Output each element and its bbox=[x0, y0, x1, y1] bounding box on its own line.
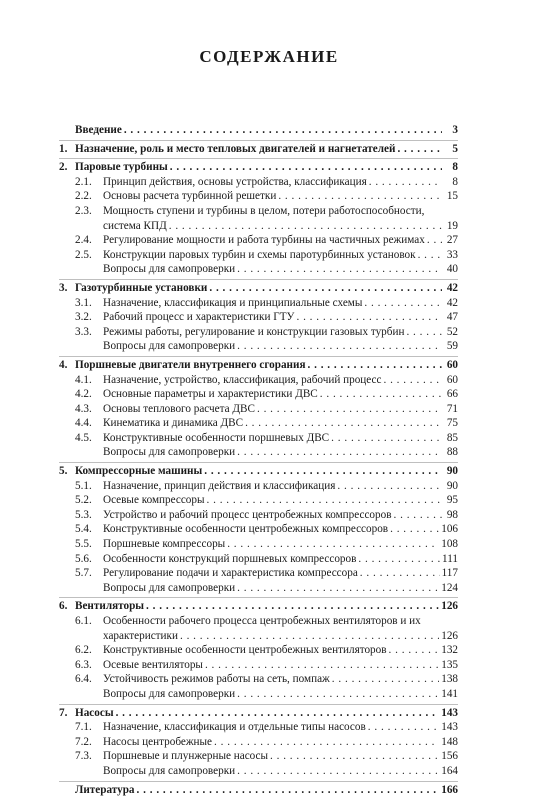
toc-entry-number: 3.1. bbox=[75, 296, 92, 309]
dot-leader bbox=[390, 522, 439, 537]
dot-leader bbox=[296, 310, 442, 325]
toc-subsection-entry bbox=[59, 522, 458, 537]
toc-entry-title: Вопросы для самопроверки bbox=[103, 581, 236, 594]
table-of-contents bbox=[59, 122, 458, 799]
toc-entry-title: Назначение, устройство, классификация, рабочий процесс bbox=[103, 373, 382, 386]
toc-entry-title: Регулирование подачи и характеристика компрессора bbox=[103, 567, 358, 580]
toc-page-number: 15 bbox=[446, 190, 458, 203]
toc-page-number: 124 bbox=[441, 581, 458, 594]
dot-leader bbox=[237, 262, 442, 277]
dot-leader bbox=[204, 464, 442, 479]
toc-subsection-entry bbox=[59, 537, 458, 552]
toc-chapter-entry bbox=[59, 123, 458, 138]
dot-leader bbox=[237, 687, 439, 702]
toc-page-number: 141 bbox=[441, 687, 458, 700]
toc-page-number: 8 bbox=[452, 161, 458, 174]
toc-entry-title: Особенности рабочего процесса центробежных вентиляторов и их bbox=[103, 615, 421, 627]
dot-leader bbox=[364, 296, 442, 311]
toc-entry-number: 7.2. bbox=[75, 735, 92, 748]
toc-entry-number: 2.2. bbox=[75, 190, 92, 203]
toc-entry-title: Назначение, классификация и отдельные типы насосов bbox=[103, 721, 366, 734]
toc-page-number: 132 bbox=[441, 644, 458, 657]
toc-page-number: 156 bbox=[441, 750, 458, 763]
toc-subsection-entry bbox=[59, 581, 458, 596]
toc-page-number: 75 bbox=[446, 417, 458, 430]
toc-entry-number: 6.3. bbox=[75, 658, 92, 671]
toc-entry-title: Регулирование мощности и работа турбины на частичных режимах bbox=[103, 234, 425, 247]
toc-page-number: 90 bbox=[446, 479, 458, 492]
toc-entry-number: 7.1. bbox=[75, 721, 92, 734]
toc-section bbox=[59, 705, 458, 782]
toc-subsection-entry bbox=[59, 431, 458, 446]
toc-entry-number: 6.4. bbox=[75, 673, 92, 686]
toc-entry-title: характеристики bbox=[103, 629, 178, 642]
toc-page-number: 3 bbox=[452, 124, 458, 136]
toc-entry-title: Литература bbox=[75, 783, 135, 796]
toc-chapter-entry bbox=[59, 160, 458, 175]
dot-leader bbox=[389, 643, 440, 658]
dot-leader bbox=[320, 387, 442, 402]
toc-entry-title: Вопросы для самопроверки bbox=[103, 340, 236, 353]
toc-page-number: 60 bbox=[446, 358, 458, 371]
toc-page-number: 71 bbox=[446, 402, 458, 415]
toc-entry-number: 7. bbox=[59, 706, 68, 719]
toc-subsection-entry bbox=[59, 445, 458, 460]
toc-entry-title: Насосы центробежные bbox=[103, 735, 213, 748]
toc-subsection-entry bbox=[59, 508, 458, 523]
toc-page-number: 5 bbox=[452, 142, 458, 155]
toc-page-number: 60 bbox=[446, 373, 458, 386]
toc-subsection-entry bbox=[59, 749, 458, 764]
toc-chapter-entry bbox=[59, 783, 458, 798]
toc-page-number: 8 bbox=[452, 175, 458, 188]
toc-entry-number: 4. bbox=[59, 358, 68, 371]
toc-entry-title: Осевые компрессоры bbox=[103, 494, 205, 507]
toc-entry-number: 6.1. bbox=[75, 615, 92, 627]
toc-entry-number: 6.2. bbox=[75, 644, 92, 657]
dot-leader bbox=[368, 720, 439, 735]
toc-page-number: 164 bbox=[441, 764, 458, 777]
toc-section bbox=[59, 598, 458, 704]
dot-leader bbox=[394, 508, 443, 523]
toc-entry-title: Газотурбинные установки bbox=[75, 281, 208, 294]
toc-subsection-entry bbox=[59, 373, 458, 388]
dot-leader bbox=[237, 581, 439, 596]
toc-entry-title: Конструктивные особенности центробежных компрессоров bbox=[103, 523, 389, 536]
toc-page-number: 88 bbox=[446, 446, 458, 459]
dot-leader bbox=[137, 783, 440, 798]
toc-entry-title: Вопросы для самопроверки bbox=[103, 446, 236, 459]
toc-entry-title: система КПД bbox=[103, 219, 167, 232]
toc-entry-title: Устройство и рабочий процесс центробежных компрессоров bbox=[103, 508, 392, 521]
toc-subsection-entry bbox=[59, 552, 458, 567]
toc-entry-number: 2.1. bbox=[75, 175, 92, 188]
toc-subsection-entry bbox=[59, 493, 458, 508]
toc-subsection-entry bbox=[59, 204, 458, 219]
toc-entry-number: 2.4. bbox=[75, 234, 92, 247]
toc-page-number: 106 bbox=[441, 523, 458, 536]
toc-subsection-entry bbox=[59, 325, 458, 340]
toc-section bbox=[59, 141, 458, 160]
toc-subsection-entry bbox=[59, 764, 458, 779]
toc-chapter-entry bbox=[59, 599, 458, 614]
toc-chapter-entry bbox=[59, 358, 458, 373]
toc-entry-title: Конструкции паровых турбин и схемы паротурбинных установок bbox=[103, 248, 416, 261]
toc-page-number: 143 bbox=[441, 706, 458, 719]
toc-entry-title: Кинематика и динамика ДВС bbox=[103, 417, 244, 430]
toc-subsection-entry bbox=[59, 233, 458, 248]
toc-page-number: 108 bbox=[441, 538, 458, 551]
dot-leader bbox=[214, 735, 439, 750]
toc-entry-number: 5.5. bbox=[75, 538, 92, 551]
toc-entry-title: Вопросы для самопроверки bbox=[103, 764, 236, 777]
toc-entry-title: Вопросы для самопроверки bbox=[103, 263, 236, 276]
toc-subsection-entry bbox=[59, 479, 458, 494]
toc-entry-number: 5.2. bbox=[75, 494, 92, 507]
toc-entry-number: 4.1. bbox=[75, 373, 92, 386]
dot-leader bbox=[237, 445, 442, 460]
toc-entry-title: Вентиляторы bbox=[75, 600, 145, 613]
toc-entry-number: 4.3. bbox=[75, 402, 92, 415]
dot-leader bbox=[169, 219, 442, 234]
toc-page-number: 135 bbox=[441, 658, 458, 671]
toc-entry-title: Основы теплового расчета ДВС bbox=[103, 402, 255, 415]
toc-subsection-entry bbox=[59, 296, 458, 311]
dot-leader bbox=[337, 479, 442, 494]
dot-leader bbox=[237, 339, 442, 354]
dot-leader bbox=[406, 325, 442, 340]
toc-subsection-entry bbox=[59, 310, 458, 325]
dot-leader bbox=[397, 142, 442, 157]
toc-entry-title: Компрессорные машины bbox=[75, 465, 203, 478]
dot-leader bbox=[383, 373, 442, 388]
dot-leader bbox=[257, 402, 442, 417]
dot-leader bbox=[207, 493, 443, 508]
toc-entry-number: 5.7. bbox=[75, 567, 92, 580]
toc-entry-title: Назначение, классификация и принципиальные схемы bbox=[103, 296, 363, 309]
dot-leader bbox=[124, 123, 442, 138]
toc-subsection-entry bbox=[59, 248, 458, 263]
dot-leader bbox=[205, 658, 439, 673]
toc-subsection-entry bbox=[59, 416, 458, 431]
toc-entry-title: Основы расчета турбинной решетки bbox=[103, 190, 277, 203]
toc-subsection-entry bbox=[59, 614, 458, 629]
toc-subsection-entry bbox=[59, 735, 458, 750]
toc-subsection-entry bbox=[59, 339, 458, 354]
toc-entry-title: Принцип действия, основы устройства, классификация bbox=[103, 175, 367, 188]
toc-entry-number: 2.5. bbox=[75, 248, 92, 261]
dot-leader bbox=[270, 749, 439, 764]
toc-entry-title: Поршневые компрессоры bbox=[103, 538, 226, 551]
toc-section bbox=[59, 357, 458, 463]
toc-subsection-entry bbox=[59, 387, 458, 402]
toc-page-number: 90 bbox=[446, 465, 458, 478]
toc-entry-title: Осевые вентиляторы bbox=[103, 658, 203, 671]
toc-entry-number: 1. bbox=[59, 142, 68, 155]
dot-leader bbox=[360, 566, 440, 581]
toc-subsection-entry bbox=[59, 658, 458, 673]
toc-subsection-entry bbox=[59, 643, 458, 658]
toc-subsection-entry bbox=[59, 189, 458, 204]
toc-entry-title: Основные параметры и характеристики ДВС bbox=[103, 388, 318, 401]
toc-page-number: 47 bbox=[446, 311, 458, 324]
toc-entry-number: 7.3. bbox=[75, 750, 92, 763]
toc-page-number: 33 bbox=[446, 248, 458, 261]
dot-leader bbox=[245, 416, 442, 431]
toc-subsection-entry bbox=[59, 629, 458, 644]
toc-entry-number: 3.2. bbox=[75, 311, 92, 324]
toc-entry-number: 3.3. bbox=[75, 325, 92, 338]
toc-page-number: 52 bbox=[446, 325, 458, 338]
toc-chapter-entry bbox=[59, 142, 458, 157]
toc-page-number: 126 bbox=[441, 629, 458, 642]
toc-subsection-entry bbox=[59, 566, 458, 581]
dot-leader bbox=[358, 552, 440, 567]
toc-entry-title: Паровые турбины bbox=[75, 161, 168, 174]
toc-entry-number: 4.2. bbox=[75, 388, 92, 401]
dot-leader bbox=[308, 358, 443, 373]
dot-leader bbox=[227, 537, 439, 552]
toc-page-number: 66 bbox=[446, 388, 458, 401]
toc-page-number: 98 bbox=[446, 508, 458, 521]
toc-subsection-entry bbox=[59, 720, 458, 735]
toc-entry-title: Особенности конструкций поршневых компрессоров bbox=[103, 552, 357, 565]
dot-leader bbox=[331, 431, 442, 446]
toc-entry-number: 5. bbox=[59, 465, 68, 478]
toc-entry-number: 2.3. bbox=[75, 204, 92, 217]
toc-entry-title: Назначение, принцип действия и классификация bbox=[103, 479, 336, 492]
toc-subsection-entry bbox=[59, 672, 458, 687]
toc-entry-title: Рабочий процесс и характеристики ГТУ bbox=[103, 311, 295, 324]
toc-chapter-entry bbox=[59, 706, 458, 721]
toc-entry-number: 6. bbox=[59, 600, 68, 613]
toc-chapter-entry bbox=[59, 281, 458, 296]
toc-entry-title: Поршневые и плунжерные насосы bbox=[103, 750, 269, 763]
toc-page-number: 143 bbox=[441, 721, 458, 734]
toc-section bbox=[59, 159, 458, 280]
toc-entry-number: 3. bbox=[59, 281, 68, 294]
dot-leader bbox=[209, 281, 442, 296]
dot-leader bbox=[332, 672, 439, 687]
toc-entry-number: 5.4. bbox=[75, 523, 92, 536]
dot-leader bbox=[278, 189, 442, 204]
toc-page-number: 138 bbox=[441, 673, 458, 686]
toc-entry-title: Вопросы для самопроверки bbox=[103, 687, 236, 700]
toc-section bbox=[59, 280, 458, 357]
toc-entry-number: 5.1. bbox=[75, 479, 92, 492]
toc-page-number: 59 bbox=[446, 340, 458, 353]
toc-subsection-entry bbox=[59, 219, 458, 234]
toc-entry-number: 5.6. bbox=[75, 552, 92, 565]
toc-page-number: 148 bbox=[441, 735, 458, 748]
toc-subsection-entry bbox=[59, 687, 458, 702]
page-title: СОДЕРЖАНИЕ bbox=[199, 47, 339, 66]
toc-chapter-entry bbox=[59, 464, 458, 479]
toc-entry-title: Насосы bbox=[75, 706, 114, 719]
toc-entry-title: Мощность ступени и турбины в целом, потери работоспособности, bbox=[103, 204, 425, 217]
toc-page-number: 27 bbox=[446, 234, 458, 247]
toc-entry-number: 4.5. bbox=[75, 431, 92, 444]
toc-entry-number: 5.3. bbox=[75, 508, 92, 521]
toc-page-number: 126 bbox=[441, 600, 458, 613]
toc-entry-title: Поршневые двигатели внутреннего сгорания bbox=[75, 358, 306, 371]
toc-page-number: 85 bbox=[446, 431, 458, 444]
dot-leader bbox=[369, 175, 442, 190]
toc-subsection-entry bbox=[59, 402, 458, 417]
dot-leader bbox=[237, 764, 439, 779]
toc-entry-number: 4.4. bbox=[75, 417, 92, 430]
toc-section bbox=[59, 122, 458, 141]
toc-page-number: 117 bbox=[441, 567, 458, 580]
toc-entry-title: Режимы работы, регулирование и конструкции газовых турбин bbox=[103, 325, 405, 338]
toc-page-number: 42 bbox=[446, 281, 458, 294]
toc-page-number: 40 bbox=[446, 263, 458, 276]
toc-section bbox=[59, 463, 458, 598]
toc-page-number: 19 bbox=[446, 219, 458, 232]
toc-entry-number: 2. bbox=[59, 161, 68, 174]
toc-entry-title: Конструктивные особенности поршневых ДВС bbox=[103, 431, 330, 444]
toc-page-number: 111 bbox=[442, 552, 458, 565]
dot-leader bbox=[180, 629, 439, 644]
toc-entry-title: Конструктивные особенности центробежных вентиляторов bbox=[103, 644, 387, 657]
dot-leader bbox=[170, 160, 442, 175]
toc-entry-title: Устойчивость режимов работы на сеть, помпаж bbox=[103, 673, 330, 686]
toc-page-number: 42 bbox=[446, 296, 458, 309]
dot-leader bbox=[116, 706, 440, 721]
dot-leader bbox=[418, 248, 442, 263]
toc-subsection-entry bbox=[59, 175, 458, 190]
toc-entry-title: Назначение, роль и место тепловых двигателей и нагнетателей bbox=[75, 142, 396, 155]
toc-entry-title: Введение bbox=[75, 124, 122, 136]
toc-section bbox=[59, 782, 458, 799]
toc-subsection-entry bbox=[59, 262, 458, 277]
toc-page-number: 166 bbox=[441, 783, 458, 796]
dot-leader bbox=[146, 599, 439, 614]
dot-leader bbox=[427, 233, 442, 248]
toc-page-number: 95 bbox=[446, 494, 458, 507]
